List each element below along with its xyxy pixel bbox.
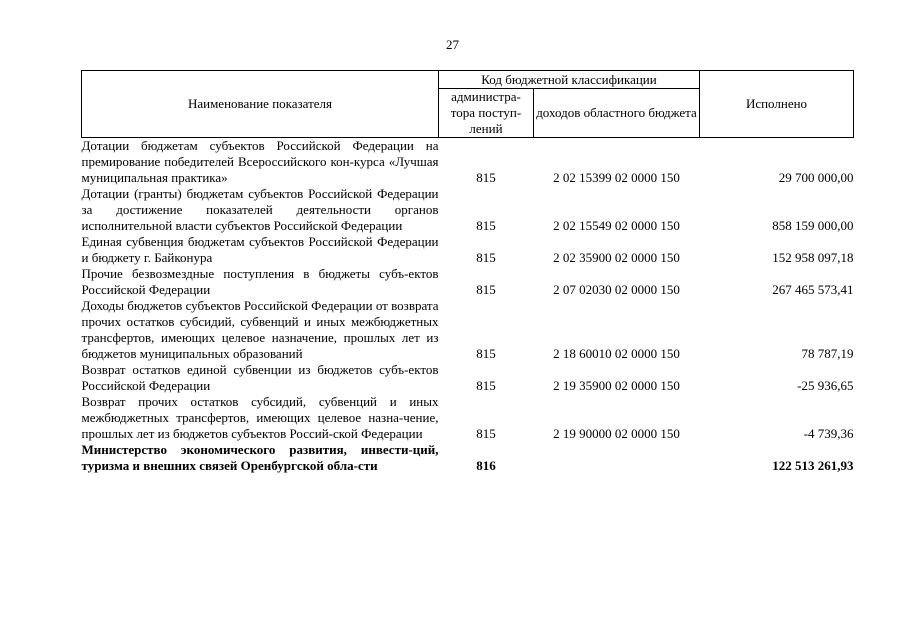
header-income: доходов областного бюджета	[534, 89, 700, 138]
row-admin-code-cell: 815	[476, 426, 496, 441]
row-name-cell: Единая субвенция бюджетам субъектов Российской Федерации и бюджету г. Байконура	[81, 234, 439, 265]
row-income-code-cell: 2 18 60010 02 0000 150	[553, 346, 680, 361]
row-executed-cell: 29 700 000,00	[778, 170, 854, 185]
row-income-code-cell: 2 07 02030 02 0000 150	[553, 282, 680, 297]
budget-table	[81, 70, 854, 474]
table-row	[82, 234, 854, 266]
row-executed-cell: 78 787,19	[801, 346, 854, 361]
table-row	[82, 266, 854, 298]
header-code-group: Код бюджетной классификации	[439, 71, 700, 89]
table-row	[82, 442, 854, 474]
row-name-cell: Возврат остатков единой субвенции из бюджетов субъ-ектов Российской Федерации	[81, 362, 439, 393]
table-row	[82, 394, 854, 442]
page-number: 27	[446, 37, 459, 52]
row-income-code-cell	[534, 442, 700, 474]
row-name-cell: Доходы бюджетов субъектов Российской Федерации от возврата прочих остатков субсидий, субвенций и иных межбюджетных трансфертов, имеющих целевое назначение, прошлых лет из бюджетов муниципальных образований	[81, 298, 439, 361]
table-header	[82, 71, 854, 138]
row-name-cell: Возврат прочих остатков субсидий, субвенций и иных межбюджетных трансфертов, имеющих целевое назна-чение, прошлых лет из бюджетов субъектов Россий-ской Федерации	[81, 394, 439, 441]
row-name-cell: Дотации бюджетам субъектов Российской Федерации на премирование победителей Всероссийского кон-курса «Лучшая муниципальная практика»	[81, 138, 439, 185]
row-admin-code-cell: 815	[476, 250, 496, 265]
header-admin: администра-тора поступ-лений	[439, 89, 534, 138]
table-row	[82, 298, 854, 362]
row-executed-cell: 152 958 097,18	[772, 250, 854, 265]
row-executed-cell: -4 739,36	[803, 426, 854, 441]
row-income-code-cell: 2 19 90000 02 0000 150	[553, 426, 680, 441]
row-executed-cell: -25 936,65	[797, 378, 854, 393]
row-income-code-cell: 2 02 15399 02 0000 150	[553, 170, 680, 185]
row-name-cell: Дотации (гранты) бюджетам субъектов Российской Федерации за достижение показателей деятельности органов исполнительной власти субъектов Российской Федерации	[81, 186, 439, 233]
row-admin-code-cell: 815	[476, 170, 496, 185]
row-admin-code-cell: 815	[476, 282, 496, 297]
row-income-code-cell: 2 19 35900 02 0000 150	[553, 378, 680, 393]
row-executed-cell: 122 513 261,93	[772, 458, 854, 473]
row-admin-code-cell: 815	[476, 378, 496, 393]
row-admin-code-cell: 815	[476, 346, 496, 361]
row-executed-cell: 858 159 000,00	[772, 218, 854, 233]
row-name-cell: Прочие безвозмездные поступления в бюджеты субъ-ектов Российской Федерации	[81, 266, 439, 297]
table-body	[82, 138, 854, 475]
table-row	[82, 186, 854, 234]
row-admin-code-cell: 815	[476, 218, 496, 233]
table-row	[82, 362, 854, 394]
header-name: Наименование показателя	[82, 71, 439, 138]
row-executed-cell: 267 465 573,41	[772, 282, 854, 297]
row-income-code-cell: 2 02 35900 02 0000 150	[553, 250, 680, 265]
row-name-cell: Министерство экономического развития, инвести-ций, туризма и внешних связей Оренбургской обла-сти	[81, 442, 439, 473]
row-admin-code-cell: 816	[476, 458, 496, 473]
row-income-code-cell: 2 02 15549 02 0000 150	[553, 218, 680, 233]
table-row	[82, 138, 854, 187]
header-executed: Исполнено	[700, 71, 854, 138]
